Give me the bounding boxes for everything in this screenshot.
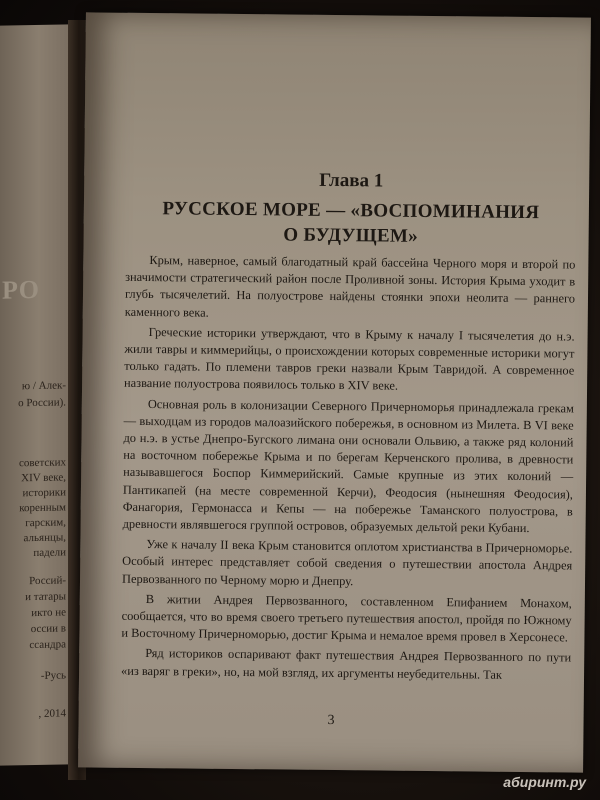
- chapter-label: Глава 1: [319, 169, 384, 192]
- paragraph: Греческие историки утверждают, что в Крыму к началу I тысячелетия до н.э. жили тавры и киммерийцы, о происхождении которых современные историки могут только гадать. По племени тавров греки назвали Крым Тавридой. А современное название полуострова появилось только в XIV веке.: [124, 324, 575, 394]
- paragraph: Основная роль в колонизации Северного Причерноморья принадлежала грекам — выходцам из городов малоазийского побережья, в основном из Милета. В VI веке до н.э. в устье Днепро-Бугского лимана они основали Ольвию, а также ряд колоний на восточном побережье Крыма и по берегам Керченского пролива, в древности называвшегося Боспор Киммерийский. Самые крупные из этих колоний — Пантикапей (на месте современной Керчи), Феодосия (нынешняя Феодосия), Фанагория, Гермонасса и Кепы — на побережье Таманского полуострова, в древности являвшегося группой островов, образуемых дельтой реки Кубани.: [122, 396, 574, 536]
- chapter-title-line-1: РУССКОЕ МОРЕ — «ВОСПОМИНАНИЯ: [162, 198, 540, 224]
- left-fragment: коренным: [19, 501, 66, 515]
- paragraph: Крым, наверное, самый благодатный край бассейна Черного моря и второй по значимости стратегический район после Проливной зоны. История Крыма уходит в глубь тысячелетий. На полуострове найдены стоянки эпохи неолита — раннего каменного века.: [124, 253, 576, 320]
- watermark: абиринт.ру: [503, 774, 586, 790]
- left-fragment: XIV веке,: [21, 471, 66, 485]
- left-fragment: ссандра: [29, 638, 66, 652]
- left-fragment: гарским,: [25, 516, 66, 530]
- left-fragment: ю / Алек-: [21, 379, 66, 393]
- left-fragment: советских: [19, 456, 66, 470]
- left-fragment: , 2014: [38, 707, 66, 720]
- paragraph: Уже к началу II века Крым становится оплотом христианства в Причерноморье. Особый интерес представляет собой сведения о путешествии апостола Андрея Первозванного по Черному морю и Днепру.: [121, 537, 573, 588]
- left-fragment: -Русь: [40, 669, 66, 682]
- page-number: 3: [327, 712, 335, 729]
- left-fragment: оссии в: [30, 622, 66, 636]
- left-fragment: икто не: [31, 606, 66, 620]
- left-fragment: о России).: [18, 396, 66, 410]
- left-fragment: историки: [22, 486, 66, 500]
- paragraph: Ряд историков оспаривают факт путешествия Андрея Первозванного по пути «из варяг в греки», но, на мой взгляд, их аргументы неубедительны. Так: [121, 646, 572, 682]
- left-fragment: Россий-: [29, 574, 66, 588]
- left-fragment: альянцы,: [23, 531, 66, 545]
- page-content: [121, 168, 576, 688]
- book-page: [78, 12, 591, 772]
- left-fragment: и татары: [25, 590, 66, 604]
- chapter-title-line-2: О БУДУЩЕМ»: [283, 224, 419, 247]
- left-fragment: падели: [33, 546, 66, 560]
- left-page-edge: [0, 24, 70, 765]
- left-page-ghost-text: РО: [2, 274, 40, 305]
- paragraph: В житии Андрея Первозванного, составленном Епифанием Монахом, сообщается, что во время своего третьего путешествия апостол, пройдя по Южному и Восточному Причерноморью, достиг Крыма и немалое время провел в Херсонесе.: [121, 591, 572, 645]
- chapter-title: [126, 196, 576, 251]
